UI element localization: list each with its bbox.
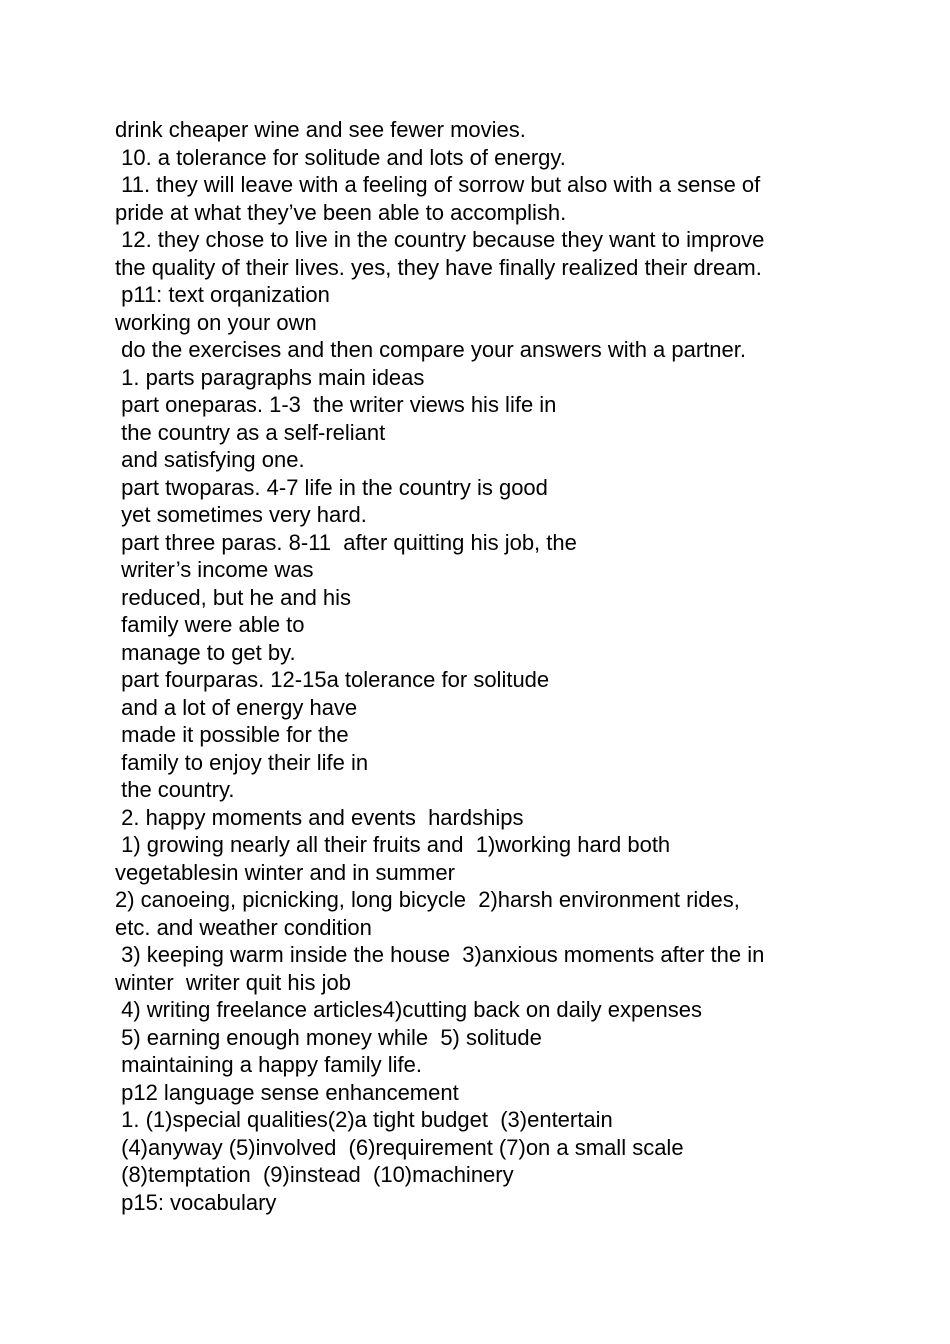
- text-line: and a lot of energy have: [115, 694, 358, 720]
- text-line: (4)anyway (5)involved (6)requirement (7)on a small scale: [115, 1134, 684, 1160]
- text-line: (8)temptation (9)instead (10)machinery: [115, 1162, 514, 1187]
- text-line: 3) keeping warm inside the house 3)anxious moments after the in: [115, 942, 765, 967]
- text-line: the country.: [115, 777, 235, 802]
- text-line: made it possible for the: [115, 722, 349, 747]
- text-line: part fourparas. 12-15a tolerance for solitude: [115, 667, 550, 692]
- text-line: reduced, but he and his: [115, 584, 352, 610]
- text-line: part oneparas. 1-3 the writer views his life in: [115, 392, 557, 417]
- text-line: manage to get by.: [115, 639, 296, 665]
- text-line: 12. they chose to live in the country because they want to improve: [115, 227, 765, 252]
- text-line: writer’s income was: [115, 557, 314, 582]
- text-line: part twoparas. 4-7 life in the country is good: [115, 474, 548, 500]
- text-line: 5) earning enough money while 5) solitude: [115, 1024, 542, 1050]
- text-line: 1. (1)special qualities(2)a tight budget (3)entertain: [115, 1107, 613, 1132]
- text-line: the quality of their lives. yes, they have finally realized their dream.: [115, 254, 762, 280]
- text-line: do the exercises and then compare your answers with a partner.: [115, 337, 747, 362]
- text-line: winter writer quit his job: [115, 969, 351, 995]
- document-page: [115, 116, 835, 1216]
- section-heading: p11: text orqanization: [115, 282, 330, 307]
- text-line: the country as a self-reliant: [115, 419, 386, 445]
- text-line: etc. and weather condition: [115, 914, 372, 940]
- text-line: 2) canoeing, picnicking, long bicycle 2)harsh environment rides,: [115, 887, 740, 912]
- text-line: drink cheaper wine and see fewer movies.: [115, 117, 526, 142]
- text-line: working on your own: [115, 309, 317, 335]
- text-line: 10. a tolerance for solitude and lots of energy.: [115, 144, 566, 170]
- text-line: 11. they will leave with a feeling of sorrow but also with a sense of: [115, 172, 761, 197]
- text-line: part three paras. 8-11 after quitting his job, the: [115, 529, 577, 555]
- text-line: vegetablesin winter and in summer: [115, 859, 455, 885]
- text-line: family were able to: [115, 612, 305, 637]
- text-line: pride at what they’ve been able to accomplish.: [115, 199, 567, 225]
- text-line: family to enjoy their life in: [115, 749, 369, 775]
- text-line: 4) writing freelance articles4)cutting back on daily expenses: [115, 997, 702, 1022]
- text-line: yet sometimes very hard.: [115, 502, 367, 527]
- text-line: 1. parts paragraphs main ideas: [115, 364, 425, 390]
- section-heading: p15: vocabulary: [115, 1189, 277, 1215]
- text-line: and satisfying one.: [115, 447, 305, 472]
- section-heading: p12 language sense enhancement: [115, 1079, 459, 1105]
- text-line: maintaining a happy family life.: [115, 1052, 422, 1077]
- text-line: 1) growing nearly all their fruits and 1)working hard both: [115, 832, 671, 857]
- text-line: 2. happy moments and events hardships: [115, 804, 524, 830]
